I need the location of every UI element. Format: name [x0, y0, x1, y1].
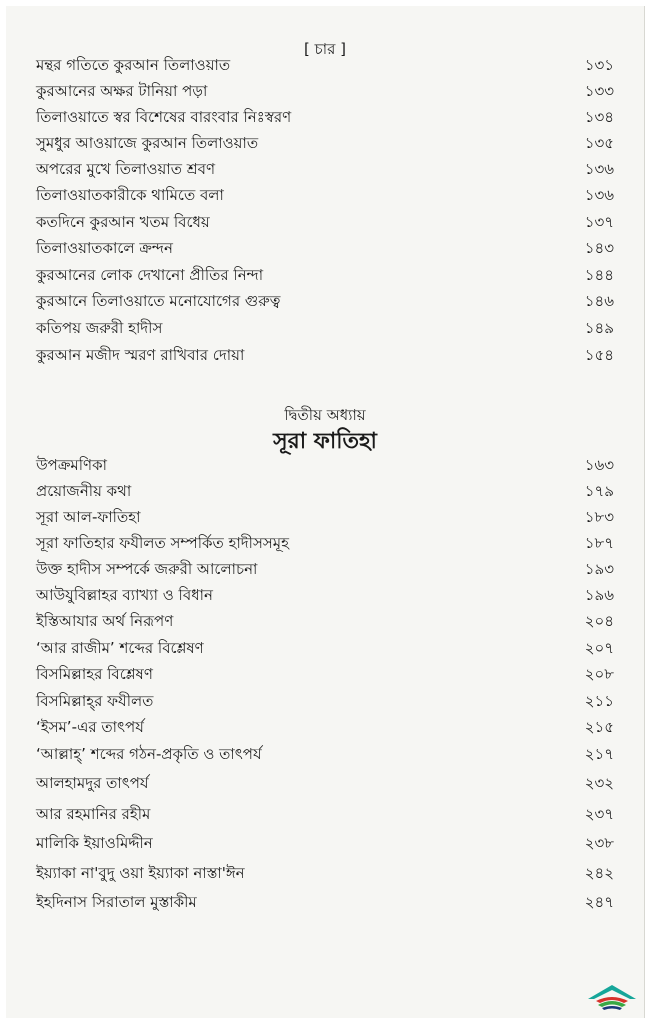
toc-entry-title: কতদিনে কুরআন খতম বিধেয় — [36, 212, 210, 231]
toc-entry — [36, 184, 614, 208]
toc-entry-page: ২০৮ — [584, 664, 614, 683]
toc-entry-title: মালিকি ইয়াওমিদ্দীন — [36, 833, 153, 852]
toc-entry-title: মন্থর গতিতে কুরআন তিলাওয়াত — [36, 55, 231, 74]
toc-entry-page: ১৪৩ — [584, 238, 614, 257]
toc-entry-page: ১৯৩ — [584, 559, 614, 578]
toc-entry-title: আলহামদুর তাৎপর্য — [36, 773, 149, 792]
toc-entry-page: ২১১ — [584, 691, 614, 710]
toc-entry-page: ১৯৬ — [584, 585, 614, 604]
toc-entry — [36, 891, 614, 915]
toc-entry — [36, 690, 614, 714]
toc-entry-title: প্রয়োজনীয় কথা — [36, 481, 132, 500]
chapter-title: সূরা ফাতিহা — [273, 429, 377, 454]
toc-entry-page: ২৩৭ — [584, 804, 614, 823]
toc-entry-page: ২১৫ — [584, 717, 614, 736]
toc-entry-page: ১৩৭ — [584, 212, 614, 231]
toc-entry — [36, 80, 614, 104]
toc-entry-title: ইহদিনাস সিরাতাল মুস্তাকীম — [36, 892, 197, 911]
toc-entry-page: ১৬৩ — [584, 455, 614, 474]
toc-entry-page: ১৩১ — [584, 55, 614, 74]
toc-entry — [36, 832, 614, 856]
toc-entry-page: ১৪৯ — [584, 318, 614, 337]
chapter-label: দ্বিতীয় অধ্যায় — [284, 406, 366, 424]
toc-entry — [36, 532, 614, 556]
toc-entry-page: ২০৪ — [584, 611, 614, 630]
toc-entry-title: অপরের মুখে তিলাওয়াত শ্রবণ — [36, 159, 216, 178]
toc-entry-title: ইস্তিআযার অর্থ নিরূপণ — [36, 611, 174, 630]
toc-entry-page: ১৪৪ — [584, 265, 614, 284]
toc-entry — [36, 803, 614, 827]
toc-entry-title: আউযুবিল্লাহর ব্যাখ্যা ও বিধান — [36, 585, 213, 604]
toc-entry-page: ১৩৪ — [584, 107, 614, 126]
toc-entry-page: ১৩৬ — [584, 159, 614, 178]
toc-entry-page: ১৫৪ — [584, 345, 614, 364]
toc-entry — [36, 132, 614, 156]
toc-entry — [36, 106, 614, 130]
toc-entry-page: ২৪২ — [584, 863, 614, 882]
toc-entry — [36, 716, 614, 740]
toc-entry — [36, 317, 614, 341]
toc-entry — [36, 480, 614, 504]
toc-entry — [36, 558, 614, 582]
toc-entry-title: ‘আর রাজীম’ শব্দের বিশ্লেষণ — [36, 638, 204, 657]
toc-entry-title: উপক্রমণিকা — [36, 455, 107, 474]
toc-entry-title: বিসমিল্লাহর বিশ্লেষণ — [36, 664, 153, 683]
toc-entry-page: ২৩২ — [584, 773, 614, 792]
toc-entry — [36, 772, 614, 796]
publisher-logo-icon — [586, 981, 638, 1013]
toc-entry-page: ২০৭ — [584, 638, 614, 657]
toc-entry-page: ১৮৭ — [584, 533, 614, 552]
toc-entry — [36, 211, 614, 235]
toc-entry-title: তিলাওয়াতকারীকে থামিতে বলা — [36, 185, 224, 204]
toc-entry-title: কুরআনে তিলাওয়াতে মনোযোগের গুরুত্ব — [36, 291, 281, 310]
toc-entry-title: কুরআনের লোক দেখানো প্রীতির নিন্দা — [36, 265, 264, 284]
toc-entry-title: কুরআনের অক্ষর টানিয়া পড়া — [36, 81, 208, 100]
toc-entry-title: সূরা আল-ফাতিহা — [36, 507, 141, 526]
book-page — [6, 6, 645, 1018]
toc-entry — [36, 344, 614, 368]
toc-entry-title: সূরা ফাতিহার ফযীলত সম্পর্কিত হাদীসসমূহ — [36, 533, 290, 552]
toc-entry — [36, 862, 614, 886]
toc-entry-page: ১৮৩ — [584, 507, 614, 526]
toc-entry-title: ইয়্যাকা না'বুদু ওয়া ইয়্যাকা নাস্তা'ঈন — [36, 863, 245, 882]
toc-entry — [36, 54, 614, 78]
toc-entry — [36, 663, 614, 687]
toc-entry-title: উক্ত হাদীস সম্পর্কে জরুরী আলোচনা — [36, 559, 258, 578]
toc-entry — [36, 610, 614, 634]
toc-entry — [36, 454, 614, 478]
toc-entry — [36, 506, 614, 530]
toc-entry-page: ১৩৩ — [584, 81, 614, 100]
toc-entry-page: ১৩৫ — [584, 133, 614, 152]
toc-entry — [36, 264, 614, 288]
toc-entry — [36, 290, 614, 314]
toc-entry — [36, 158, 614, 182]
toc-entry — [36, 637, 614, 661]
toc-entry-page: ১৩৬ — [584, 185, 614, 204]
toc-entry-title: ‘আল্লাহ্‌’ শব্দের গঠন-প্রকৃতি ও তাৎপর্য — [36, 744, 262, 763]
toc-entry-page: ২৪৭ — [584, 892, 614, 911]
toc-entry-page: ২১৭ — [584, 744, 614, 763]
toc-entry-title: তিলাওয়াতকালে ক্রন্দন — [36, 238, 173, 257]
toc-entry-page: ১৭৯ — [584, 481, 614, 500]
toc-entry-page: ১৪৬ — [584, 291, 614, 310]
toc-entry-title: কতিপয় জরুরী হাদীস — [36, 318, 163, 337]
toc-entry-page: ২৩৮ — [584, 833, 614, 852]
toc-entry-title: তিলাওয়াতে স্বর বিশেষের বারংবার নিঃস্বরণ — [36, 107, 292, 126]
toc-entry-title: কুরআন মজীদ স্মরণ রাখিবার দোয়া — [36, 345, 245, 364]
toc-entry-title: সুমধুর আওয়াজে কুরআন তিলাওয়াত — [36, 133, 259, 152]
toc-entry — [36, 237, 614, 261]
toc-entry-title: আর রহমানির রহীম — [36, 804, 151, 823]
page-header: [ চার ] — [304, 40, 346, 58]
toc-entry-title: বিসমিল্লাহ্‌র ফযীলত — [36, 691, 154, 710]
toc-entry — [36, 584, 614, 608]
toc-entry-title: ‘ইসম’-এর তাৎপর্য — [36, 717, 144, 736]
toc-entry — [36, 743, 614, 767]
